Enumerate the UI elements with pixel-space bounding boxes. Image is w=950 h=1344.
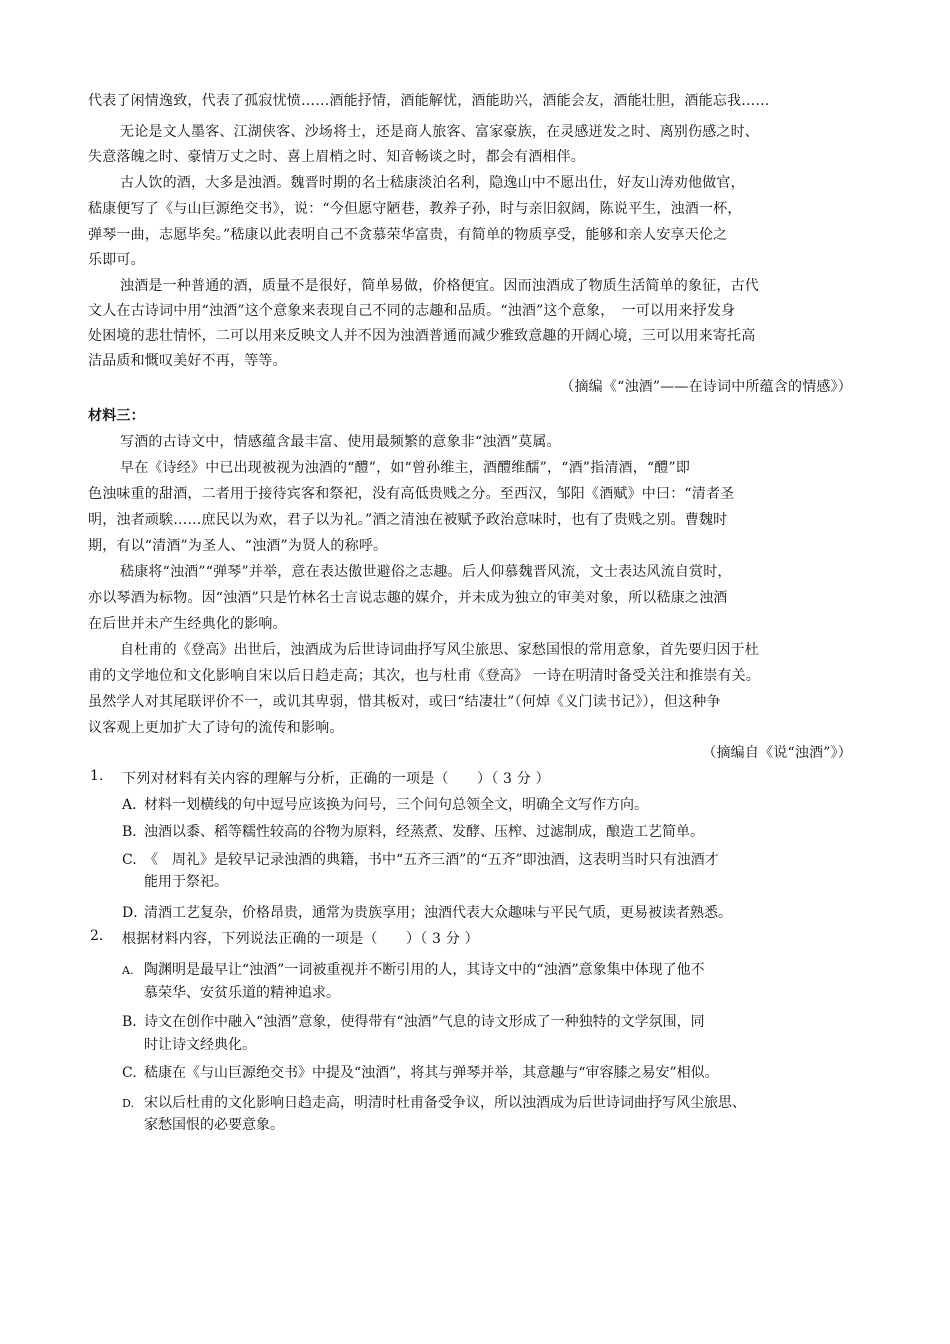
option-label: A． bbox=[122, 797, 147, 813]
section-heading: 材料三： bbox=[88, 408, 145, 424]
option-text: 浊酒以黍、稻等糯性较高的谷物为原料，经蒸煮、发酵、压榨、过滤制成，酿造工艺简单。 bbox=[144, 824, 704, 840]
option-text: 清酒工艺复杂，价格昂贵，通常为贵族享用；浊酒代表大众趣味与平民气质，更易被读者熟悉。 bbox=[144, 905, 732, 921]
option-label: D. bbox=[122, 1097, 134, 1110]
paragraph-line: 嵇康将“浊酒”“弹琴”并举，意在表达傲世避俗之志趣。后人仰慕魏晋风流，文士表达风流自赏时， bbox=[120, 564, 732, 580]
answer-option[interactable] bbox=[122, 1062, 719, 1082]
option-label: B． bbox=[122, 1014, 147, 1030]
paragraph-line: 议客观上更加扩大了诗句的流传和影响。 bbox=[88, 720, 344, 736]
option-text: 宋以后杜甫的文化影响日趋走高，明清时杜甫备受争议，所以浊酒成为后世诗词曲抒写风尘旅思、 bbox=[144, 1095, 746, 1111]
answer-option[interactable] bbox=[122, 1011, 705, 1031]
paragraph-line: 代表了闲情逸致，代表了孤寂忧愤……酒能抒情，酒能解忧，酒能助兴，酒能会友，酒能壮胆，酒能忘我…… bbox=[88, 93, 770, 109]
option-text: 材料一划横线的句中逗号应该换为问号，三个问句总领全文，明确全文写作方向。 bbox=[144, 797, 648, 813]
option-label: A. bbox=[122, 964, 134, 977]
answer-option[interactable] bbox=[122, 821, 704, 841]
question-number: 2. bbox=[90, 928, 104, 944]
paragraph-line: 虽然学人对其尾联评价不一，或讥其卑弱，惜其板对，或曰“结凄壮”（何焯《义门读书记》），但这种争 bbox=[88, 694, 721, 710]
option-label: C. bbox=[122, 1065, 137, 1081]
answer-option[interactable] bbox=[122, 794, 648, 814]
paragraph-line: 明，浊者顽騃……庶民以为欢，君子以为礼。”酒之清浊在被赋予政治意味时，也有了贵贱之别。曹魏时 bbox=[88, 512, 728, 528]
answer-option[interactable] bbox=[122, 959, 705, 979]
question-number: 1. bbox=[90, 768, 104, 784]
paragraph-line: 弹琴一曲，志愿毕矣。”嵇康以此表明自己不贪慕荣华富贵，有简单的物质享受，能够和亲人安享天伦之 bbox=[88, 227, 728, 243]
answer-option[interactable] bbox=[122, 902, 732, 922]
option-text-continued: 家愁国恨的必要意象。 bbox=[144, 1117, 284, 1133]
option-text: 《 周礼》是较早记录浊酒的典籍，书中“五齐三酒”的“五齐”即浊酒，这表明当时只有浊酒才 bbox=[144, 852, 719, 868]
paragraph-line: 亦以琴酒为标物。因“浊酒”只是竹林名士言说志趣的媒介，并未成为独立的审美对象，所以嵇康之浊酒 bbox=[88, 590, 728, 606]
paragraph-line: 文人在古诗词中用“浊酒”这个意象来表现自己不同的志趣和品质。“浊酒”这个意象， 一可以用来抒发身 bbox=[88, 303, 736, 319]
paragraph-line: 处困境的悲壮情怀，二可以用来反映文人并不因为浊酒普通而减少雅致意趣的开阔心境，三可以用来寄托高 bbox=[88, 328, 756, 344]
paragraph-line: 自杜甫的《登高》出世后，浊酒成为后世诗词曲抒写风尘旅思、家愁国恨的常用意象，首先要归因于杜 bbox=[120, 642, 759, 658]
paragraph-line: 期，有以“清酒”为圣人、“浊酒”为贤人的称呼。 bbox=[88, 538, 388, 554]
option-text-continued: 能用于祭祀。 bbox=[144, 874, 228, 890]
paragraph-line: 无论是文人墨客、江湖侠客、沙场将士，还是商人旅客、富家豪族，在灵感迸发之时、离别伤感之时、 bbox=[120, 124, 759, 140]
option-text: 诗文在创作中融入“浊酒”意象，使得带有“浊酒”气息的诗文形成了一种独特的文学氛围，同 bbox=[144, 1014, 705, 1030]
paragraph-line: 嵇康便写了《与山巨源绝交书》，说：“今但愿守陋巷，教养子孙，时与亲旧叙阔，陈说平生，浊酒一杯， bbox=[88, 201, 742, 217]
paragraph-line: 甫的文学地位和文化影响自宋以后日趋走高；其次，也与杜甫《登高》 一诗在明清时备受关注和推崇有关。 bbox=[88, 668, 761, 684]
answer-option[interactable] bbox=[122, 849, 719, 869]
option-text: 陶渊明是最早让“浊酒”一词被重视并不断引用的人，其诗文中的“浊酒”意象集中体现了他不 bbox=[144, 962, 705, 978]
option-text-continued: 时让诗文经典化。 bbox=[144, 1037, 256, 1053]
option-text-continued: 慕荣华、安贫乐道的精神追求。 bbox=[144, 985, 340, 1001]
paragraph-line: 写酒的古诗文中，情感蕴含最丰富、使用最频繁的意象非“浊酒”莫属。 bbox=[120, 434, 561, 450]
paragraph-line: 乐即可。 bbox=[88, 252, 145, 268]
option-label: D． bbox=[122, 905, 148, 921]
option-text: 嵇康在《与山巨源绝交书》中提及“浊酒”，将其与弹琴并举，其意趣与“审容膝之易安”相似。 bbox=[144, 1065, 719, 1081]
answer-option[interactable] bbox=[122, 1092, 746, 1112]
source-citation: （摘编自《说“浊酒”》） bbox=[702, 745, 852, 761]
paragraph-line: 洁品质和慨叹美好不再，等等。 bbox=[88, 353, 287, 369]
paragraph-line: 古人饮的酒，大多是浊酒。魏晋时期的名士嵇康淡泊名利，隐逸山中不愿出仕，好友山涛劝他做官， bbox=[120, 175, 745, 191]
paragraph-line: 浊酒是一种普通的酒，质量不是很好，简单易做，价格便宜。因而浊酒成了物质生活简单的象征，古代 bbox=[120, 278, 759, 294]
source-citation: （摘编《“浊酒”——在诗词中所蕴含的情感》） bbox=[560, 379, 852, 395]
question-stem: 根据材料内容，下列说法正确的一项是（ ）（ 3 分 ） bbox=[122, 931, 479, 947]
option-label: C. bbox=[122, 852, 137, 868]
option-label: B． bbox=[122, 824, 147, 840]
paragraph-line: 在后世并未产生经典化的影响。 bbox=[88, 616, 287, 632]
paragraph-line: 色浊味重的甜酒，二者用于接待宾客和祭祀，没有高低贵贱之分。至西汉，邹阳《酒赋》中曰：“清者圣 bbox=[88, 486, 735, 502]
paragraph-line: 早在《诗经》中已出现被视为浊酒的“醴”，如“曾孙维主，酒醴维醹”，“酒”指清酒，“醴”即 bbox=[120, 460, 691, 476]
paragraph-line: 失意落魄之时、豪情万丈之时、喜上眉梢之时、知音畅谈之时，都会有酒相伴。 bbox=[88, 149, 585, 165]
question-stem: 下列对材料有关内容的理解与分析，正确的一项是（ ）（ 3 分 ） bbox=[122, 771, 550, 787]
